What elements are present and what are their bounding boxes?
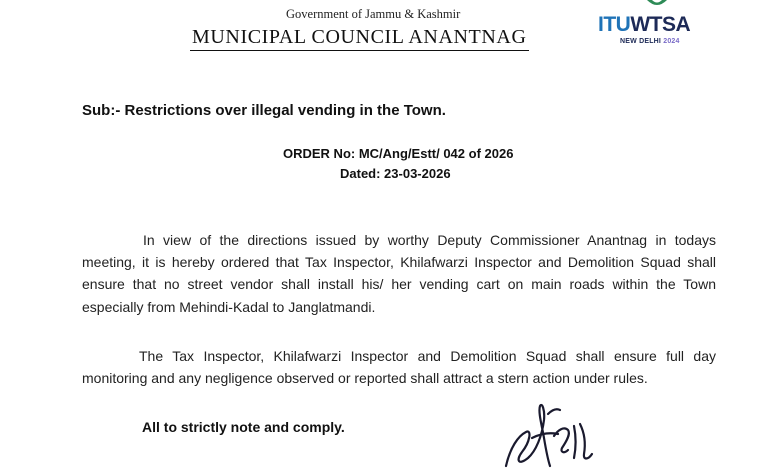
logo-subtitle-city: NEW DELHI [620, 38, 662, 45]
itu-wtsa-logo [598, 0, 718, 48]
subject-line: Sub:- Restrictions over illegal vending in the Town. [82, 102, 446, 119]
handwritten-signature-icon [488, 396, 608, 470]
logo-wordmark [598, 13, 718, 37]
body-paragraph-1: In view of the directions issued by worthy Deputy Commissioner Anantnag in todays meeting, it is hereby ordered that Tax Inspector, Khilafwarzi Inspector and Demolition Squad shall ensure that no street vendor shall install his/ her vending cart on main roads within the Town especially from Mehindi-Kadal to Janglatmandi. [82, 232, 716, 315]
order-number: ORDER No: MC/Ang/Estt/ 042 of 2026 [283, 146, 514, 161]
logo-text-itu: ITU [598, 13, 631, 36]
logo-subtitle [620, 38, 680, 45]
logo-subtitle-year: 2024 [663, 38, 680, 45]
closing-line: All to strictly note and comply. [142, 419, 345, 435]
letterhead-council-title: MUNICIPAL COUNCIL ANANTNAG [190, 26, 529, 51]
logo-emblem-icon [646, 0, 668, 9]
letterhead-government: Government of Jammu & Kashmir [286, 7, 461, 21]
body-paragraph-2: The Tax Inspector, Khilafwarzi Inspector and Demolition Squad shall ensure full day monitoring and any negligence observed or reported shall attract a stern action under rules. [82, 348, 716, 387]
logo-text-wtsa: WTSA [630, 13, 691, 36]
order-date: Dated: 23-03-2026 [340, 166, 451, 181]
